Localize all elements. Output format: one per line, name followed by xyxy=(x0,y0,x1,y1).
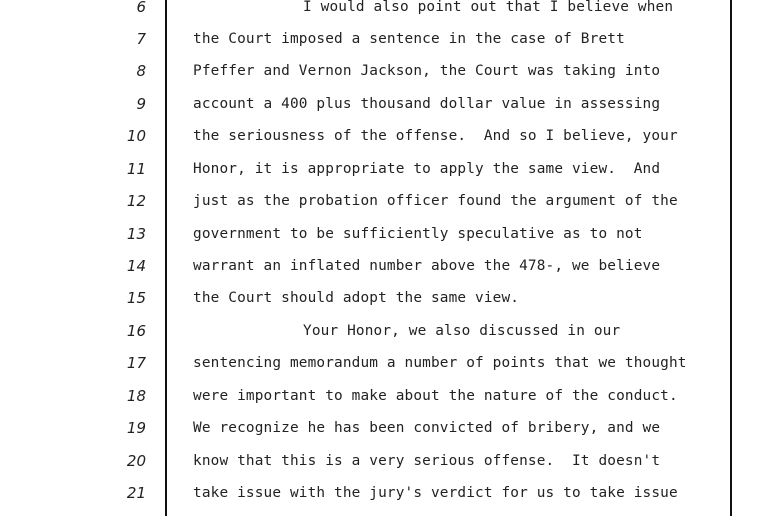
line-number: 14 xyxy=(126,257,146,275)
line-text: know that this is a very serious offense. It doesn't xyxy=(193,453,661,469)
line-number: 6 xyxy=(136,0,146,16)
line-text: just as the probation officer found the argument of the xyxy=(193,193,678,209)
transcript-line xyxy=(0,193,780,225)
line-text: account a 400 plus thousand dollar value in assessing xyxy=(193,96,661,112)
line-number: 12 xyxy=(126,192,146,210)
transcript-line xyxy=(0,128,780,160)
line-number: 7 xyxy=(136,30,146,48)
transcript-line xyxy=(0,388,780,420)
line-number: 10 xyxy=(126,127,146,145)
transcript-line xyxy=(0,290,780,322)
line-text: warrant an inflated number above the 478-, we believe xyxy=(193,258,661,274)
line-text: the Court imposed a sentence in the case of Brett xyxy=(193,31,625,47)
line-number: 11 xyxy=(126,160,146,178)
transcript-line xyxy=(0,96,780,128)
transcript-line xyxy=(0,31,780,63)
line-text: Honor, it is appropriate to apply the same view. And xyxy=(193,161,661,177)
line-text: We recognize he has been convicted of bribery, and we xyxy=(193,420,661,436)
transcript-line xyxy=(0,420,780,452)
line-text: the seriousness of the offense. And so I believe, your xyxy=(193,128,678,144)
line-number: 21 xyxy=(126,484,146,502)
line-number: 19 xyxy=(126,419,146,437)
transcript-line xyxy=(0,453,780,485)
line-number: 20 xyxy=(126,452,146,470)
line-number: 18 xyxy=(126,387,146,405)
transcript-line xyxy=(0,355,780,387)
transcript-line xyxy=(0,226,780,258)
line-text: take issue with the jury's verdict for us to take issue xyxy=(193,485,678,501)
transcript-line xyxy=(0,323,780,355)
transcript-line xyxy=(0,0,780,31)
line-text: Pfeffer and Vernon Jackson, the Court was taking into xyxy=(193,63,661,79)
line-text: sentencing memorandum a number of points that we thought xyxy=(193,355,687,371)
transcript-line xyxy=(0,258,780,290)
transcript-line xyxy=(0,485,780,517)
line-number: 15 xyxy=(126,289,146,307)
line-text: the Court should adopt the same view. xyxy=(193,290,520,306)
line-text: were important to make about the nature of the conduct. xyxy=(193,388,678,404)
transcript-line xyxy=(0,161,780,193)
line-number: 16 xyxy=(126,322,146,340)
line-number: 13 xyxy=(126,225,146,243)
line-number: 8 xyxy=(136,62,146,80)
line-text: government to be sufficiently speculative as to not xyxy=(193,226,643,242)
line-text: Your Honor, we also discussed in our xyxy=(303,323,621,339)
line-text: I would also point out that I believe when xyxy=(303,0,674,15)
transcript-line xyxy=(0,63,780,95)
line-number: 9 xyxy=(136,95,146,113)
line-number: 17 xyxy=(126,354,146,372)
